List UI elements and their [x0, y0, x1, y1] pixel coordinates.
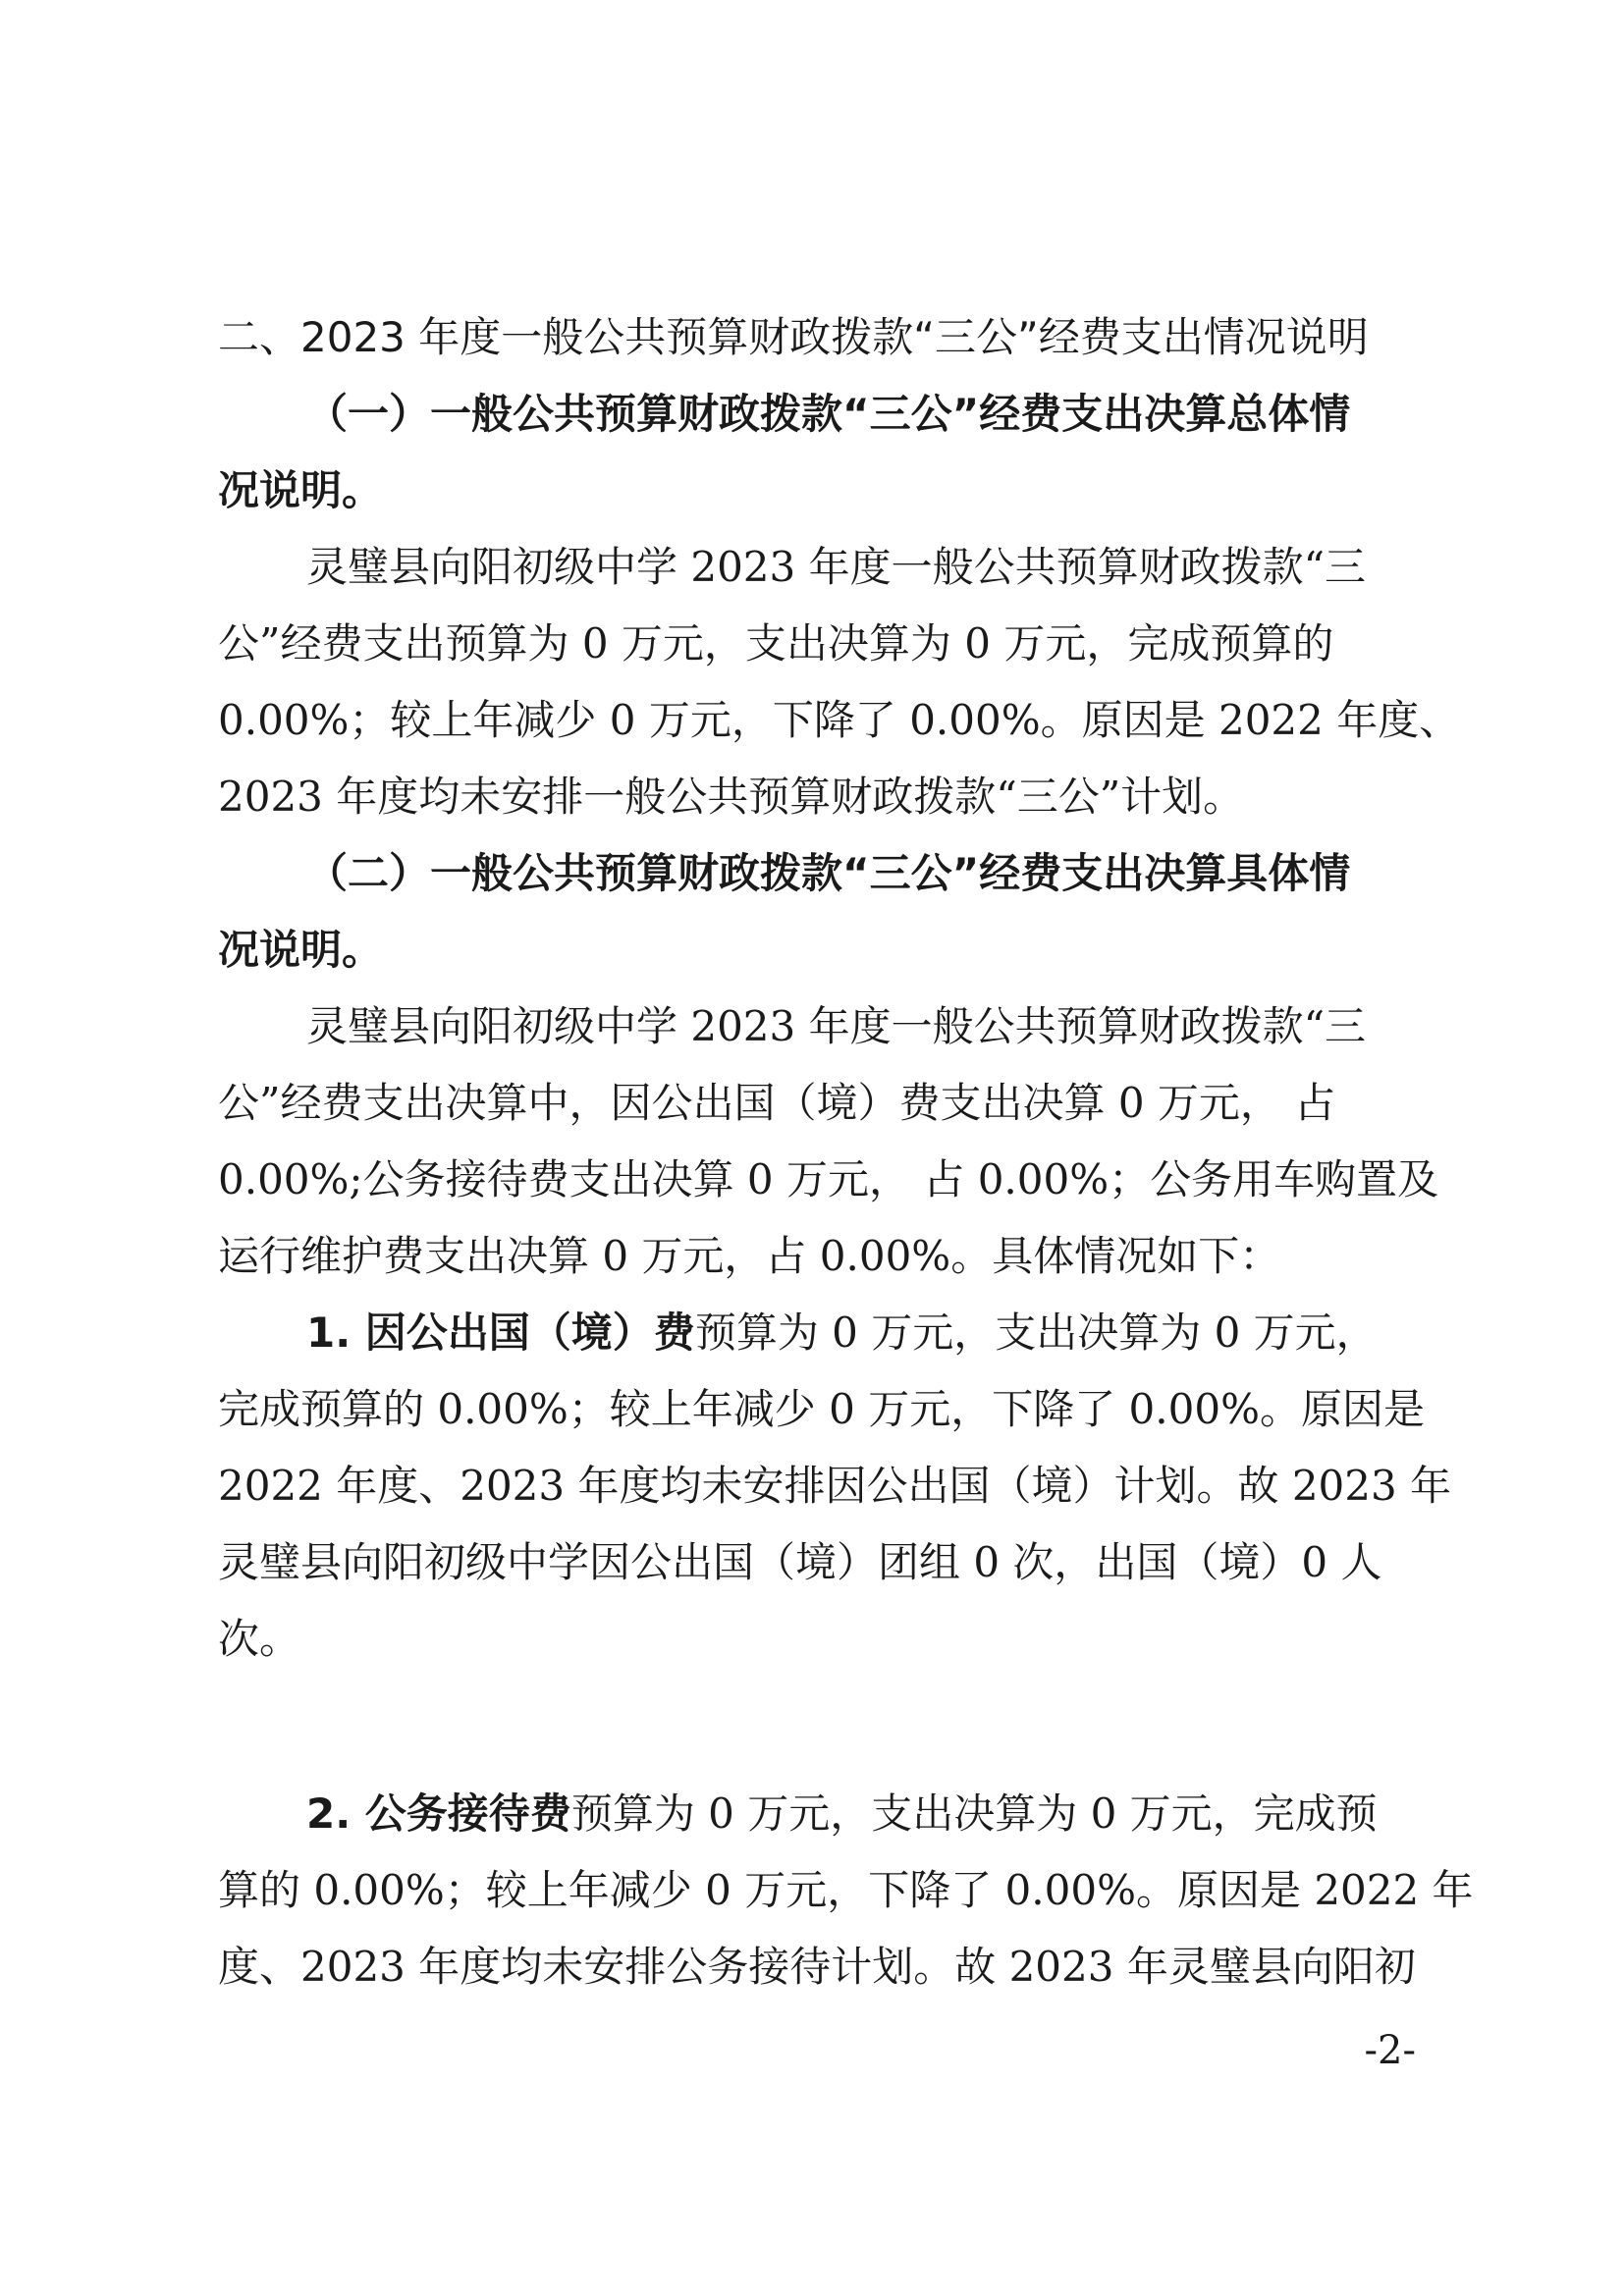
paragraph-1-line-3: 0.00%；较上年减少 0 万元，下降了 0.00%。原因是 2022 年度、	[218, 696, 1461, 744]
item-1-line-1-text: 预算为 0 万元，支出决算为 0 万元，	[694, 1308, 1378, 1357]
item-2-label: 2. 公务接待费	[306, 1789, 571, 1838]
item-1-line-4: 灵璧县向阳初级中学因公出国（境）团组 0 次，出国（境）0 人	[218, 1538, 1382, 1586]
item-1-line-1	[218, 1295, 1416, 1371]
paragraph-2-line-1: 灵璧县向阳初级中学 2023 年度一般公共预算财政拨款“三	[306, 1002, 1367, 1050]
document-page	[218, 299, 1474, 2005]
subsection-1-heading-line-1: （一）一般公共预算财政拨款“三公”经费支出决算总体情	[306, 390, 1351, 438]
item-2-line-1	[218, 1776, 1416, 1852]
item-1-line-5: 次。	[218, 1615, 301, 1663]
item-1-line-2: 完成预算的 0.00%；较上年减少 0 万元，下降了 0.00%。原因是	[218, 1385, 1425, 1433]
paragraph-2-line-3: 0.00%;公务接待费支出决算 0 万元， 占 0.00%；公务用车购置及	[218, 1155, 1439, 1203]
paragraph-1-line-2: 公”经费支出预算为 0 万元，支出决算为 0 万元，完成预算的	[218, 619, 1334, 667]
subsection-2-heading-line-1: （二）一般公共预算财政拨款“三公”经费支出决算具体情	[306, 849, 1351, 897]
item-1-label: 1. 因公出国（境）费	[306, 1308, 695, 1357]
page-number: -2-	[1364, 2028, 1416, 2073]
paragraph-1-line-4: 2023 年度均未安排一般公共预算财政拨款“三公”计划。	[218, 773, 1245, 821]
subsection-2-heading-line-2: 况说明。	[218, 926, 384, 974]
paragraph-2-line-4: 运行维护费支出决算 0 万元，占 0.00%。具体情况如下：	[218, 1232, 1281, 1280]
section-heading: 二、2023 年度一般公共预算财政拨款“三公”经费支出情况说明	[218, 313, 1369, 361]
item-1-line-3: 2022 年度、2023 年度均未安排因公出国（境）计划。故 2023 年	[218, 1462, 1452, 1510]
item-2-line-1-text: 预算为 0 万元，支出决算为 0 万元，完成预	[570, 1789, 1378, 1838]
item-2-line-2: 算的 0.00%；较上年减少 0 万元，下降了 0.00%。原因是 2022 年	[218, 1866, 1474, 1914]
paragraph-2-line-2: 公”经费支出决算中，因公出国（境）费支出决算 0 万元， 占	[218, 1079, 1336, 1127]
paragraph-1-line-1: 灵璧县向阳初级中学 2023 年度一般公共预算财政拨款“三	[306, 543, 1367, 591]
item-spacer	[218, 1678, 1416, 1776]
subsection-1-heading-line-2: 况说明。	[218, 466, 384, 514]
item-2-line-3: 度、2023 年度均未安排公务接待计划。故 2023 年灵璧县向阳初	[218, 1943, 1416, 1991]
